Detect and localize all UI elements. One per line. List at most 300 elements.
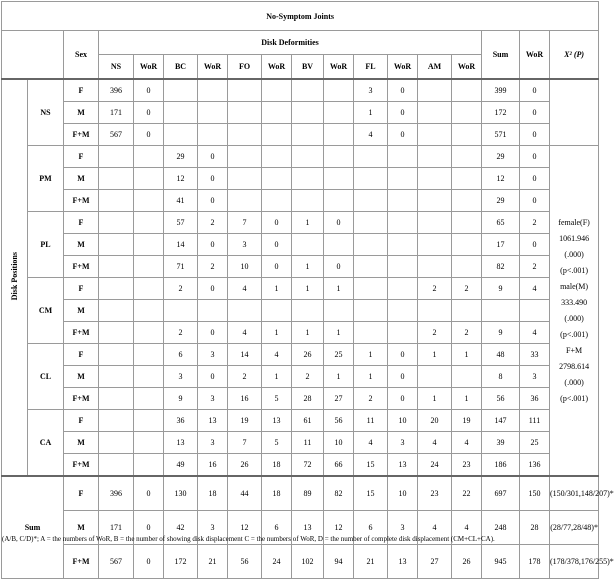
value-cell: 10: [388, 476, 418, 511]
table-row: [2, 322, 599, 344]
value-cell: [262, 102, 292, 124]
value-cell: 0: [134, 511, 164, 545]
value-cell: 27: [418, 545, 452, 579]
sum-chi-cell: (150/301,148/207)*: [550, 476, 599, 511]
chi-square-line: (.000): [564, 313, 584, 323]
value-cell: [228, 190, 262, 212]
value-cell: 0: [388, 344, 418, 366]
value-cell: 24: [418, 454, 452, 477]
value-cell: 3: [198, 432, 228, 454]
value-cell: 102: [292, 545, 324, 579]
value-cell: 0: [388, 102, 418, 124]
value-cell: [388, 278, 418, 300]
value-cell: 89: [292, 476, 324, 511]
value-cell: 33: [520, 344, 550, 366]
value-cell: 3: [198, 344, 228, 366]
position-label: CM: [28, 278, 64, 344]
value-cell: 1: [262, 366, 292, 388]
value-cell: 171: [99, 102, 134, 124]
value-cell: [292, 146, 324, 168]
value-cell: 10: [228, 256, 262, 278]
value-cell: 0: [134, 124, 164, 146]
value-cell: 172: [164, 545, 198, 579]
value-cell: 65: [482, 212, 520, 234]
value-cell: [99, 322, 134, 344]
value-cell: [452, 366, 482, 388]
value-cell: 172: [482, 102, 520, 124]
chi-square-line: (.000): [564, 249, 584, 259]
value-cell: 4: [520, 278, 550, 300]
value-cell: [99, 234, 134, 256]
column-header: BV: [292, 55, 324, 80]
chi-square-line: 1061.946: [559, 233, 590, 243]
value-cell: 0: [520, 146, 550, 168]
sex-cell: M: [64, 168, 99, 190]
chi-square-line: 333.490: [561, 297, 588, 307]
value-cell: [388, 256, 418, 278]
value-cell: 1: [262, 278, 292, 300]
value-cell: 82: [324, 476, 354, 511]
value-cell: [262, 168, 292, 190]
column-header: WoR: [262, 55, 292, 80]
chi-square-line: (.000): [564, 377, 584, 387]
value-cell: [418, 190, 452, 212]
value-cell: [452, 79, 482, 102]
value-cell: 2: [228, 366, 262, 388]
value-cell: 571: [482, 124, 520, 146]
sex-cell: F+M: [64, 388, 99, 410]
value-cell: [134, 454, 164, 477]
value-cell: 19: [452, 410, 482, 432]
value-cell: [354, 234, 388, 256]
value-cell: 1: [354, 102, 388, 124]
value-cell: [134, 366, 164, 388]
value-cell: 66: [324, 454, 354, 477]
value-cell: 1: [324, 278, 354, 300]
sum-row: [2, 545, 599, 579]
value-cell: [292, 102, 324, 124]
value-cell: 13: [388, 545, 418, 579]
value-cell: 2: [452, 322, 482, 344]
value-cell: [354, 322, 388, 344]
sex-cell: F: [64, 344, 99, 366]
value-cell: 6: [262, 511, 292, 545]
value-cell: [388, 234, 418, 256]
value-cell: 3: [388, 511, 418, 545]
table-row: [2, 432, 599, 454]
sex-cell: M: [64, 511, 99, 545]
value-cell: [452, 102, 482, 124]
disk-positions-label: Disk Positions: [2, 79, 28, 476]
value-cell: 15: [354, 476, 388, 511]
value-cell: [99, 432, 134, 454]
value-cell: [292, 190, 324, 212]
value-cell: 36: [164, 410, 198, 432]
sum-row: [2, 476, 599, 511]
value-cell: 2: [418, 322, 452, 344]
value-cell: 56: [482, 388, 520, 410]
value-cell: [324, 300, 354, 322]
column-header: NS: [99, 55, 134, 80]
value-cell: [99, 168, 134, 190]
sex-cell: F+M: [64, 124, 99, 146]
value-cell: [198, 79, 228, 102]
value-cell: 21: [354, 545, 388, 579]
table-row: [2, 79, 599, 102]
sex-cell: F+M: [64, 256, 99, 278]
value-cell: [452, 124, 482, 146]
chi-square-line: male(M): [560, 281, 589, 291]
sex-cell: M: [64, 102, 99, 124]
value-cell: 9: [164, 388, 198, 410]
value-cell: [164, 102, 198, 124]
value-cell: 10: [324, 432, 354, 454]
value-cell: [292, 234, 324, 256]
value-cell: [134, 234, 164, 256]
table-row: [2, 344, 599, 366]
sex-cell: M: [64, 366, 99, 388]
value-cell: [134, 146, 164, 168]
chi-square-line: 2798.614: [559, 361, 590, 371]
chi-square-cell: [550, 146, 599, 477]
value-cell: 0: [198, 278, 228, 300]
value-cell: [134, 432, 164, 454]
value-cell: 28: [520, 511, 550, 545]
value-cell: 0: [520, 234, 550, 256]
value-cell: 4: [228, 322, 262, 344]
sex-cell: F: [64, 476, 99, 511]
value-cell: 136: [520, 454, 550, 477]
value-cell: 14: [164, 234, 198, 256]
value-cell: 0: [388, 79, 418, 102]
value-cell: 6: [354, 511, 388, 545]
value-cell: [99, 300, 134, 322]
value-cell: [324, 190, 354, 212]
value-cell: 3: [520, 366, 550, 388]
value-cell: 0: [134, 79, 164, 102]
value-cell: [418, 366, 452, 388]
value-cell: 26: [292, 344, 324, 366]
value-cell: [324, 79, 354, 102]
value-cell: [354, 146, 388, 168]
value-cell: [482, 300, 520, 322]
column-header: BC: [164, 55, 198, 80]
value-cell: 2: [292, 366, 324, 388]
value-cell: [99, 190, 134, 212]
value-cell: [164, 79, 198, 102]
value-cell: 3: [198, 511, 228, 545]
value-cell: 2: [354, 388, 388, 410]
value-cell: [228, 79, 262, 102]
value-cell: 42: [164, 511, 198, 545]
value-cell: 4: [418, 511, 452, 545]
value-cell: 1: [354, 344, 388, 366]
value-cell: 1: [262, 322, 292, 344]
value-cell: [99, 388, 134, 410]
value-cell: 4: [354, 432, 388, 454]
disk-deformities-header: Disk Deformities: [99, 31, 482, 55]
value-cell: [228, 102, 262, 124]
value-cell: 2: [452, 278, 482, 300]
column-header: WoR: [134, 55, 164, 80]
value-cell: 44: [228, 476, 262, 511]
column-header: WoR: [452, 55, 482, 80]
value-cell: 0: [388, 366, 418, 388]
table-row: [2, 190, 599, 212]
sum-chi-cell: (28/77,28/48)*: [550, 511, 599, 545]
value-cell: [452, 256, 482, 278]
value-cell: [388, 212, 418, 234]
value-cell: 48: [482, 344, 520, 366]
table-row: [2, 212, 599, 234]
value-cell: 28: [292, 388, 324, 410]
value-cell: [292, 168, 324, 190]
value-cell: [99, 212, 134, 234]
value-cell: [99, 454, 134, 477]
value-cell: 2: [164, 322, 198, 344]
value-cell: [228, 146, 262, 168]
value-cell: 396: [99, 476, 134, 511]
value-cell: 21: [198, 545, 228, 579]
sex-cell: F: [64, 212, 99, 234]
value-cell: 0: [262, 212, 292, 234]
table-row: [2, 256, 599, 278]
value-cell: [388, 190, 418, 212]
value-cell: 7: [228, 212, 262, 234]
value-cell: 1: [324, 322, 354, 344]
value-cell: 0: [262, 234, 292, 256]
sex-cell: M: [64, 234, 99, 256]
value-cell: 2: [520, 212, 550, 234]
value-cell: 4: [228, 278, 262, 300]
value-cell: 2: [198, 256, 228, 278]
value-cell: 0: [134, 476, 164, 511]
sex-cell: M: [64, 300, 99, 322]
value-cell: 3: [164, 366, 198, 388]
table-row: [2, 146, 599, 168]
value-cell: [388, 300, 418, 322]
value-cell: 2: [418, 278, 452, 300]
value-cell: 14: [228, 344, 262, 366]
value-cell: [292, 300, 324, 322]
position-label: CL: [28, 344, 64, 410]
value-cell: 3: [354, 79, 388, 102]
value-cell: 22: [452, 476, 482, 511]
column-header: WoR: [198, 55, 228, 80]
value-cell: [99, 278, 134, 300]
value-cell: 25: [324, 344, 354, 366]
value-cell: 61: [292, 410, 324, 432]
value-cell: 26: [452, 545, 482, 579]
value-cell: 567: [99, 545, 134, 579]
value-cell: 29: [482, 146, 520, 168]
value-cell: 1: [292, 322, 324, 344]
value-cell: [134, 410, 164, 432]
value-cell: [452, 234, 482, 256]
chi-square-line: (p<.001): [560, 265, 588, 275]
value-cell: [134, 278, 164, 300]
value-cell: [418, 168, 452, 190]
value-cell: [134, 322, 164, 344]
value-cell: [452, 212, 482, 234]
sex-cell: F: [64, 79, 99, 102]
value-cell: 23: [452, 454, 482, 477]
value-cell: 29: [164, 146, 198, 168]
value-cell: 56: [228, 545, 262, 579]
value-cell: [452, 190, 482, 212]
table-row: [2, 124, 599, 146]
value-cell: 10: [388, 410, 418, 432]
value-cell: 18: [262, 476, 292, 511]
value-cell: 41: [164, 190, 198, 212]
value-cell: 72: [292, 454, 324, 477]
value-cell: 4: [418, 432, 452, 454]
position-label: PM: [28, 146, 64, 212]
value-cell: 94: [324, 545, 354, 579]
column-header: WoR: [388, 55, 418, 80]
value-cell: 71: [164, 256, 198, 278]
value-cell: 13: [164, 432, 198, 454]
value-cell: 0: [520, 168, 550, 190]
value-cell: 171: [99, 511, 134, 545]
value-cell: [262, 190, 292, 212]
value-cell: 0: [324, 212, 354, 234]
value-cell: 56: [324, 410, 354, 432]
value-cell: [324, 146, 354, 168]
value-cell: [134, 300, 164, 322]
value-cell: 16: [198, 454, 228, 477]
chi-square-line: (p<.001): [560, 393, 588, 403]
value-cell: [324, 168, 354, 190]
value-cell: 15: [354, 454, 388, 477]
value-cell: [388, 146, 418, 168]
value-cell: [262, 146, 292, 168]
value-cell: [134, 168, 164, 190]
value-cell: [388, 322, 418, 344]
value-cell: 178: [520, 545, 550, 579]
sex-cell: M: [64, 432, 99, 454]
value-cell: 5: [262, 432, 292, 454]
value-cell: [418, 212, 452, 234]
value-cell: 396: [99, 79, 134, 102]
value-cell: 12: [482, 168, 520, 190]
sex-cell: F+M: [64, 190, 99, 212]
results-table: [1, 1, 614, 579]
value-cell: [262, 124, 292, 146]
value-cell: 150: [520, 476, 550, 511]
value-cell: 49: [164, 454, 198, 477]
sum-wor-header: WoR: [520, 31, 550, 80]
value-cell: 16: [228, 388, 262, 410]
value-cell: 945: [482, 545, 520, 579]
value-cell: [198, 300, 228, 322]
table-row: [2, 168, 599, 190]
value-cell: 17: [482, 234, 520, 256]
sum-label: Sum: [2, 476, 64, 579]
value-cell: 9: [482, 322, 520, 344]
value-cell: 20: [418, 410, 452, 432]
value-cell: [324, 102, 354, 124]
value-cell: [99, 344, 134, 366]
table-row: [2, 278, 599, 300]
value-cell: 0: [198, 146, 228, 168]
value-cell: 24: [262, 545, 292, 579]
value-cell: 0: [198, 234, 228, 256]
sex-cell: F: [64, 278, 99, 300]
value-cell: [520, 300, 550, 322]
value-cell: 25: [520, 432, 550, 454]
value-cell: 8: [482, 366, 520, 388]
value-cell: 0: [520, 79, 550, 102]
value-cell: 111: [520, 410, 550, 432]
value-cell: 1: [292, 212, 324, 234]
value-cell: 6: [164, 344, 198, 366]
sex-cell: F: [64, 410, 99, 432]
table-row: [2, 300, 599, 322]
value-cell: 12: [164, 168, 198, 190]
column-header: FO: [228, 55, 262, 80]
value-cell: 39: [482, 432, 520, 454]
value-cell: 5: [262, 388, 292, 410]
value-cell: 0: [198, 322, 228, 344]
value-cell: [388, 168, 418, 190]
value-cell: 0: [198, 190, 228, 212]
table-row: [2, 454, 599, 477]
value-cell: [262, 300, 292, 322]
value-cell: 567: [99, 124, 134, 146]
position-label: NS: [28, 79, 64, 146]
value-cell: [418, 234, 452, 256]
value-cell: 18: [262, 454, 292, 477]
value-cell: [354, 256, 388, 278]
sum-header: Sum: [482, 31, 520, 80]
value-cell: 13: [198, 410, 228, 432]
value-cell: 0: [388, 388, 418, 410]
value-cell: 2: [520, 256, 550, 278]
sex-cell: F: [64, 146, 99, 168]
value-cell: [354, 168, 388, 190]
value-cell: 0: [388, 124, 418, 146]
value-cell: [354, 190, 388, 212]
value-cell: [452, 146, 482, 168]
column-header: FL: [354, 55, 388, 80]
value-cell: 7: [228, 432, 262, 454]
value-cell: 0: [134, 545, 164, 579]
value-cell: [418, 146, 452, 168]
value-cell: 186: [482, 454, 520, 477]
table-row: [2, 388, 599, 410]
value-cell: 3: [198, 388, 228, 410]
value-cell: [99, 256, 134, 278]
value-cell: [198, 124, 228, 146]
table-row: [2, 234, 599, 256]
value-cell: 0: [198, 168, 228, 190]
table-footnote: (A/B, C/D)*; A = the numbers of WoR, B = the number of showing disk displacement C = the numbers of WoR, D = the number of complete disk displacement (CM+CL+CA).: [2, 535, 495, 543]
chi-square-line: (p<.001): [560, 329, 588, 339]
value-cell: 1: [324, 366, 354, 388]
value-cell: 26: [228, 454, 262, 477]
value-cell: 23: [418, 476, 452, 511]
value-cell: [134, 388, 164, 410]
value-cell: [134, 190, 164, 212]
value-cell: 57: [164, 212, 198, 234]
value-cell: [198, 102, 228, 124]
value-cell: [418, 256, 452, 278]
value-cell: [228, 124, 262, 146]
value-cell: 0: [324, 256, 354, 278]
value-cell: [292, 124, 324, 146]
value-cell: 12: [324, 511, 354, 545]
